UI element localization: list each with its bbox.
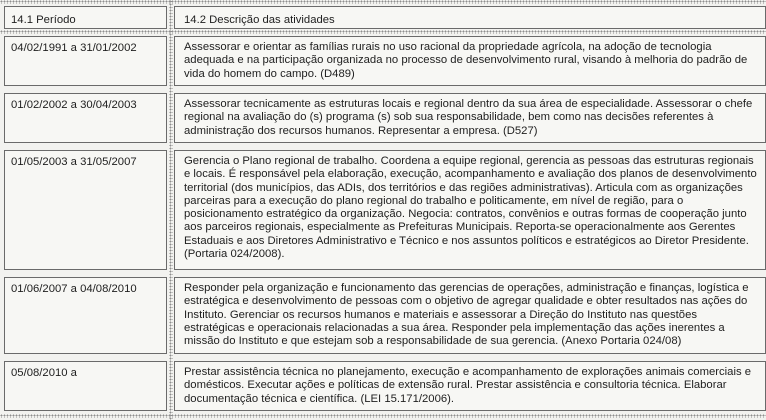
- description-cell: [174, 277, 766, 354]
- dotted-separator: [0, 414, 766, 418]
- period-cell: [4, 93, 167, 143]
- description-text: Assessorar e orientar as famílias rurais no uso racional da propriedade agrícola, na adoção de tecnologia adequada e na participação organizada no processo de desenvolvimento rural, visando à melhoria do padrão de vida do homem do campo. (D489): [184, 41, 748, 80]
- period-text: 01/06/2007 a 04/08/2010: [11, 283, 137, 295]
- period-text: 01/05/2003 a 31/05/2007: [11, 156, 137, 168]
- description-text: Gerencia o Plano regional de trabalho. Coordena a equipe regional, gerencia as pessoas das estruturas regionais e locais. É responsável pela elaboração, execução, acompanhamento e avaliação dos planos de desenvolvimento territorial (dos municípios, das ADIs, dos territórios e das regiões administrativas). Articula com as organizações parceiras para a execução do plano regional do trabalho e politicamente, em nível de região, para o posicionamento estratégico da organização. Negocia: contratos, convênios e outras formas de cooperação junto aos parceiros regionais, especialmente as Prefeituras Municipais. Reporta-se operacionalmente aos Gerentes Estaduais e aos Diretores Administrativo e Técnico e nos assuntos políticos e estratégicos ao Diretor Presidente. (Portaria 024/2008).: [184, 155, 757, 261]
- dotted-separator: [0, 0, 766, 4]
- period-text: 01/02/2002 a 30/04/2003: [11, 99, 137, 111]
- dotted-column-separator: [169, 0, 173, 420]
- description-text: Prestar assistência técnica no planejamento, execução e acompanhamento de explorações animais comerciais e domésticos. Executar ações e políticas de extensão rural. Prestar assistência e consultoria técnica. Elaborar documentação técnica e científica. (LEI 15.171/2006).: [184, 366, 752, 405]
- period-cell: [4, 277, 167, 354]
- description-header-label: 14.2 Descrição das atividades: [184, 14, 335, 26]
- period-header-label: 14.1 Período: [11, 14, 76, 26]
- description-text: Assessorar tecnicamente as estruturas locais e regional dentro da sua área de especialidade. Assessorar o chefe regional na avaliação do (s) programa (s) sob sua responsabilidade, bem como nas decisões referentes à administração dos recursos humanos. Representar a empresa. (D527): [184, 98, 753, 137]
- description-text: Responder pela organização e funcionamento das gerencias de operações, administração e finanças, logística e estratégica e desenvolvimento de pessoas com o objetivo de agregar qualidade e obter resultados nas ações do Instituto. Gerenciar os recursos humanos e materiais e assessorar a Direção do Instituto nas questões estratégicas e operacionais relacionadas a sua área. Responder pela implementação das ações inerentes a missão do Instituto e que estejam sob a responsabilidade de sua gerencia. (Anexo Portaria 024/08): [184, 282, 749, 348]
- dotted-separator: [0, 30, 766, 34]
- period-header: [4, 6, 167, 29]
- period-cell: [4, 36, 167, 86]
- description-cell: [174, 361, 766, 411]
- period-text: 05/08/2010 a: [11, 367, 77, 379]
- period-cell: [4, 150, 167, 270]
- description-header: [174, 6, 766, 29]
- period-cell: [4, 361, 167, 411]
- description-cell: [174, 36, 766, 86]
- description-cell: [174, 150, 766, 270]
- period-text: 04/02/1991 a 31/01/2002: [11, 42, 137, 54]
- description-cell: [174, 93, 766, 143]
